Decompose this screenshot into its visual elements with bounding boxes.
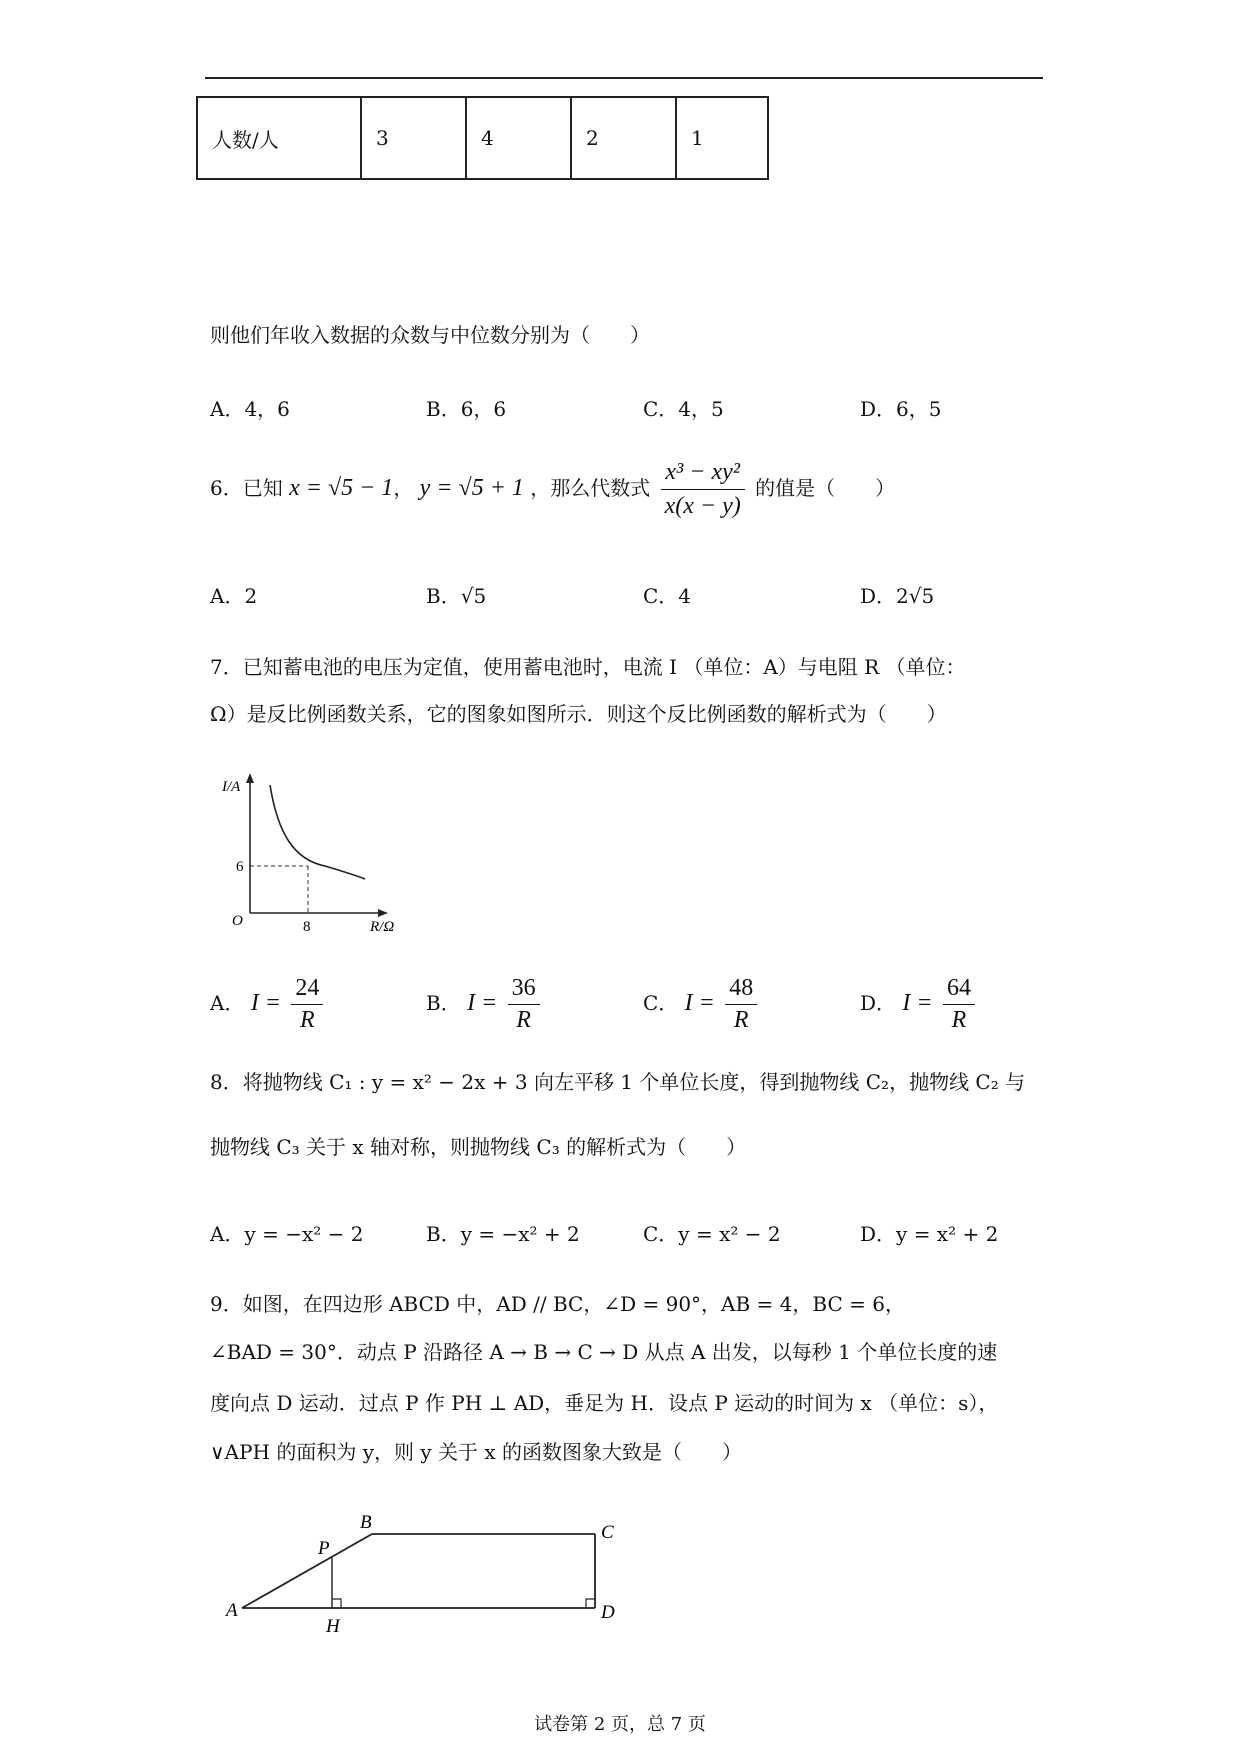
q7-option-b <box>426 975 544 1034</box>
q7-graph <box>220 765 420 940</box>
table-cell: 1 <box>676 97 768 179</box>
q9-label-a: A <box>226 1600 238 1621</box>
q7-option-a-lhs: I = <box>250 990 281 1016</box>
q6-y-expr: y = √5 + 1 <box>419 474 524 501</box>
q6-option-c: C．4 <box>643 584 692 608</box>
q8-option-b: B．y = −x² + 2 <box>426 1222 580 1246</box>
q9-label-d: D <box>601 1602 615 1623</box>
q6-fraction <box>661 458 745 521</box>
q7-option-b-fraction <box>508 975 540 1034</box>
q7-x-axis-label: R/Ω <box>370 919 395 935</box>
q7-option-b-letter: B． <box>426 991 461 1015</box>
q5-option-a: A．4，6 <box>210 397 290 421</box>
q7-x-tick: 8 <box>303 919 311 935</box>
q9-line-4: ∨APH 的面积为 y，则 y 关于 x 的函数图象大致是（ ） <box>210 1440 743 1464</box>
q6-stem: 6．已知 x = √5 − 1， y = √5 + 1 ，那么代数式 $\frac{\text{x³ − xy²}}{x(x - y)}$ 的值是（ ） <box>210 459 896 519</box>
income-table <box>196 96 769 180</box>
q9-label-p: P <box>318 1538 330 1559</box>
q6-option-d: D．2√5 <box>860 584 935 608</box>
q7-line-1: 7．已知蓄电池的电压为定值，使用蓄电池时，电流 I （单位：A）与电阻 R （单位： <box>210 655 966 679</box>
q7-option-d-letter: D． <box>860 991 897 1015</box>
q7-y-tick: 6 <box>236 859 244 875</box>
q7-option-b-den: R <box>516 1007 531 1033</box>
q8-option-c: C．y = x² − 2 <box>643 1222 781 1246</box>
q6-frac-den: x(x − y) <box>664 492 741 519</box>
q7-option-c-num: 48 <box>725 975 757 1005</box>
q6-option-a: A．2 <box>210 584 258 608</box>
q7-option-d-lhs: I = <box>902 990 933 1016</box>
q5-option-b: B．6，6 <box>426 397 507 421</box>
q7-curve <box>270 785 365 879</box>
q6-x-expr: x = √5 − 1 <box>289 474 394 501</box>
q8-line-2: 抛物线 C₃ 关于 x 轴对称，则抛物线 C₃ 的解析式为（ ） <box>210 1135 747 1159</box>
q8-option-a: A．y = −x² − 2 <box>210 1222 364 1246</box>
q7-option-b-lhs: I = <box>467 990 498 1016</box>
q6-suffix: 的值是（ ） <box>755 475 896 500</box>
q7-option-a-num: 24 <box>291 975 323 1005</box>
q7-x-arrow <box>378 909 388 917</box>
q9-label-c: C <box>601 1522 614 1543</box>
q7-option-b-num: 36 <box>508 975 540 1005</box>
table-row <box>197 97 768 179</box>
table-cell: 2 <box>571 97 676 179</box>
page-footer: 试卷第 2 页，总 7 页 <box>534 1714 706 1735</box>
header-rule <box>205 77 1043 79</box>
q9-right-angle-h <box>332 1599 341 1608</box>
q7-line-2: Ω）是反比例函数关系，它的图象如图所示．则这个反比例函数的解析式为（ ） <box>210 702 947 726</box>
q9-line-3: 度向点 D 运动．过点 P 作 PH ⊥ AD，垂足为 H．设点 P 运动的时间为 x （单位：s）， <box>210 1391 999 1415</box>
q7-origin-label: O <box>232 913 243 929</box>
q5-stem: 则他们年收入数据的众数与中位数分别为（ ） <box>210 323 650 347</box>
q7-option-c <box>643 975 761 1034</box>
q7-option-c-fraction <box>725 975 757 1034</box>
q7-option-c-letter: C． <box>643 991 679 1015</box>
table-row-label: 人数/人 <box>197 97 361 179</box>
q7-y-axis-label: I/A <box>222 779 241 795</box>
q9-figure <box>220 1500 640 1640</box>
q7-option-d-fraction <box>943 975 975 1034</box>
q9-line-1: 9．如图，在四边形 ABCD 中，AD // BC，∠D = 90°，AB = 4，BC = 6， <box>210 1292 905 1316</box>
q6-option-b: B．√5 <box>426 584 487 608</box>
q7-option-a-letter: A． <box>210 991 245 1015</box>
q6-frac-num: x³ − xy² <box>661 458 745 490</box>
q5-option-d: D．6，5 <box>860 397 942 421</box>
q9-label-h: H <box>326 1616 340 1637</box>
q7-y-arrow <box>246 773 254 783</box>
table-cell: 4 <box>466 97 571 179</box>
q9-label-b: B <box>360 1512 372 1533</box>
q8-option-d: D．y = x² + 2 <box>860 1222 999 1246</box>
q7-option-c-lhs: I = <box>684 990 715 1016</box>
q5-option-c: C．4，5 <box>643 397 724 421</box>
table-cell: 3 <box>361 97 466 179</box>
q8-line-1: 8．将抛物线 C₁ : y = x² − 2x + 3 向左平移 1 个单位长度，得到抛物线 C₂，抛物线 C₂ 与 <box>210 1070 1026 1094</box>
q7-option-d-den: R <box>951 1007 967 1033</box>
q9-right-angle-d <box>586 1599 595 1608</box>
q7-option-d <box>860 975 979 1034</box>
q7-option-a <box>210 975 327 1034</box>
q9-side-ab <box>242 1534 372 1608</box>
q7-option-a-fraction <box>291 975 323 1034</box>
q7-option-d-num: 64 <box>943 975 975 1005</box>
q9-line-2: ∠BAD = 30°．动点 P 沿路径 A → B → C → D 从点 A 出发，以每秒 1 个单位长度的速 <box>210 1340 998 1364</box>
q6-prefix: 6．已知 <box>210 475 283 500</box>
q7-option-a-den: R <box>300 1007 315 1033</box>
q7-option-c-den: R <box>733 1007 749 1033</box>
q6-mid: ，那么代数式 <box>530 475 651 500</box>
